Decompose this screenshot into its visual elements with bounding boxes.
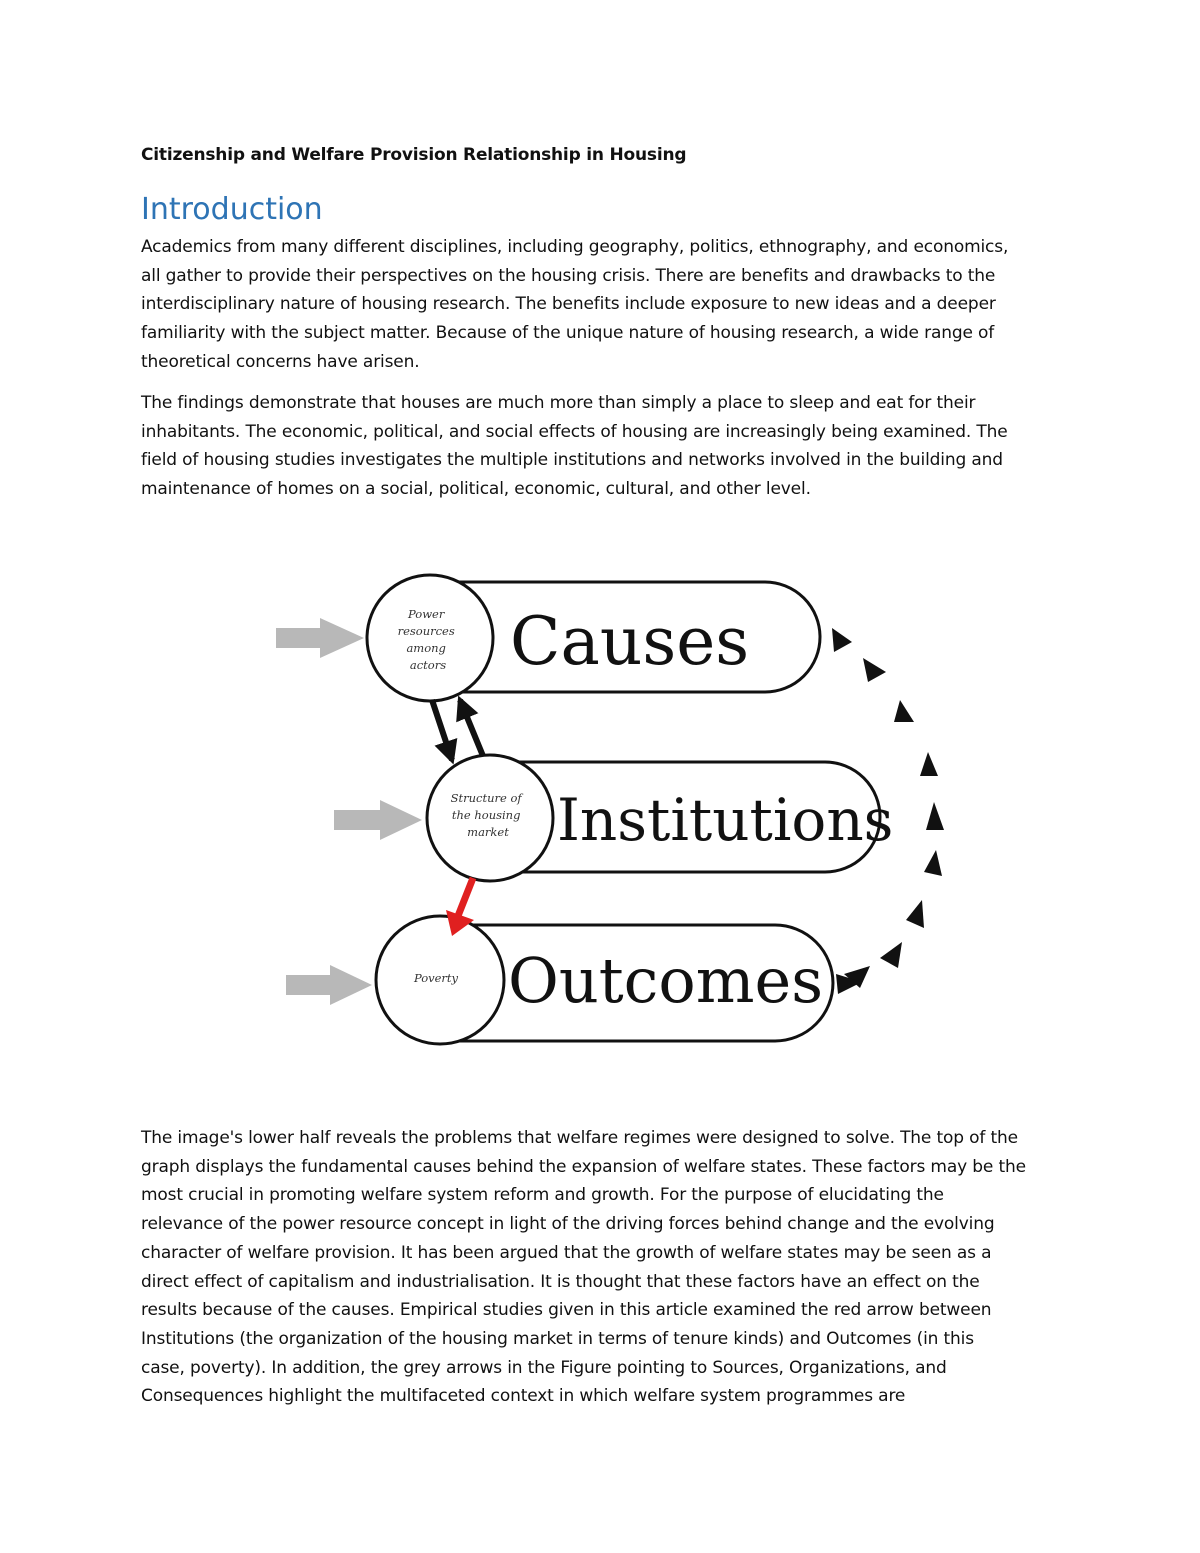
paragraph-line: theoretical concerns have arisen. [141,351,420,372]
paragraph-line: relevance of the power resource concept in light of the driving forces behind change and the evolving [141,1214,995,1235]
paragraph-line: results because of the causes. Empirical studies given in this article examined the red arrow between [141,1300,992,1321]
paragraph-3 [141,1124,1071,1411]
red-arrow-institutions-to-outcomes [458,878,473,916]
paragraph-line: field of housing studies investigates the multiple institutions and networks involved in the building and [141,450,1003,471]
grey-arrow-causes [276,618,364,658]
paragraph-line: inhabitants. The economic, political, and social effects of housing are increasingly being examined. The [141,421,1008,442]
welfare-regime-diagram [270,570,950,1050]
paragraph-line: most crucial in promoting welfare system reform and growth. For the purpose of elucidating the [141,1185,944,1206]
feedback-arrowhead [924,850,942,876]
paragraph-line: Institutions (the organization of the housing market in terms of tenure kinds) and Outcomes (in this [141,1328,974,1349]
circle-line: market [467,825,509,839]
feedback-arrowhead [906,900,924,928]
paragraph-1 [141,233,1071,377]
document-title: Citizenship and Welfare Provision Relationship in Housing [141,145,687,165]
feedback-arrowhead [863,658,886,682]
paragraph-2 [141,389,1071,504]
paragraph-line: character of welfare provision. It has been argued that the growth of welfare states may be seen as a [141,1242,992,1263]
circle-line: Structure of [450,791,522,805]
circle-line: actors [409,658,447,672]
feedback-arrowhead [920,752,938,776]
circle-line: resources [397,624,455,638]
label-institutions: Institutions [557,786,894,854]
arrow-power-to-structure [432,700,452,760]
circle-line: among [406,641,446,655]
paragraph-line: maintenance of homes on a social, political, economic, cultural, and other level. [141,479,811,500]
feedback-arrowhead [832,628,852,652]
feedback-arrowhead [894,700,914,722]
label-outcomes: Outcomes [508,944,824,1017]
paragraph-line: case, poverty). In addition, the grey arrows in the Figure pointing to Sources, Organizations, and [141,1357,947,1378]
paragraph-line: familiarity with the subject matter. Because of the unique nature of housing research, a wide range of [141,323,995,344]
section-heading-introduction: Introduction [141,192,323,227]
circle-line: Poverty [413,971,459,985]
paragraph-line: The image's lower half reveals the problems that welfare regimes were designed to solve. The top of the [141,1128,1018,1148]
grey-arrow-institutions [334,800,422,840]
paragraph-line: The findings demonstrate that houses are much more than simply a place to sleep and eat for their [141,393,976,413]
feedback-arrowhead [926,802,944,830]
arrow-structure-to-power [460,700,483,756]
label-causes: Causes [510,603,750,680]
paragraph-line: Consequences highlight the multifaceted context in which welfare system programmes are [141,1386,906,1407]
circle-line: Power [408,607,445,621]
paragraph-line: direct effect of capitalism and industrialisation. It is thought that these factors have an effect on the [141,1271,980,1292]
feedback-arrowhead [880,942,902,968]
circle-text-poverty [413,971,459,985]
grey-arrow-outcomes [286,965,372,1005]
paragraph-line: graph displays the fundamental causes behind the expansion of welfare states. These factors may be the [141,1156,1026,1177]
circle-line: the housing [451,808,521,822]
paragraph-line: Academics from many different disciplines, including geography, politics, ethnography, and economics, [141,237,1009,257]
diagram-svg [270,570,950,1050]
power-resources-circle [367,575,493,701]
paragraph-line: interdisciplinary nature of housing research. The benefits include exposure to new ideas and a deeper [141,294,996,315]
paragraph-line: all gather to provide their perspectives on the housing crisis. There are benefits and drawbacks to the [141,265,996,286]
